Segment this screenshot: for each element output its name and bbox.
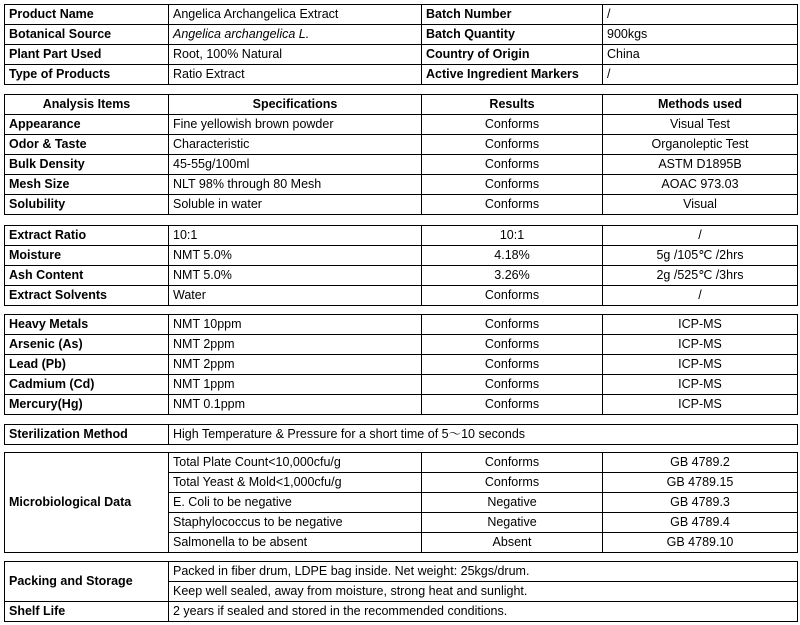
info-value: 900kgs xyxy=(603,25,798,45)
info-value: / xyxy=(603,5,798,25)
shelf-life-value: 2 years if sealed and stored in the recommended conditions. xyxy=(169,602,798,622)
info-row xyxy=(5,65,798,85)
table-row xyxy=(5,135,798,155)
item-spec: NMT 2ppm xyxy=(169,335,422,355)
item-name: Heavy Metals xyxy=(5,315,169,335)
item-method: Visual xyxy=(603,195,798,215)
item-method: Visual Test xyxy=(603,115,798,135)
item-result: Absent xyxy=(422,533,603,553)
info-label: Plant Part Used xyxy=(5,45,169,65)
info-label: Batch Quantity xyxy=(422,25,603,45)
item-method: GB 4789.3 xyxy=(603,493,798,513)
item-name: Moisture xyxy=(5,246,169,266)
item-result: Conforms xyxy=(422,175,603,195)
table-row xyxy=(5,375,798,395)
item-spec: Fine yellowish brown powder xyxy=(169,115,422,135)
analysis-header-row xyxy=(5,95,798,115)
packing-line-1: Packed in fiber drum, LDPE bag inside. Net weight: 25kgs/drum. xyxy=(169,562,798,582)
micro-label: Microbiological Data xyxy=(5,453,169,553)
table-row xyxy=(5,226,798,246)
info-value: Ratio Extract xyxy=(169,65,422,85)
packing-line-2: Keep well sealed, away from moisture, strong heat and sunlight. xyxy=(169,582,798,602)
header-specifications: Specifications xyxy=(169,95,422,115)
table-row xyxy=(5,425,798,445)
item-result: Conforms xyxy=(422,395,603,415)
item-result: Conforms xyxy=(422,453,603,473)
item-method: ICP-MS xyxy=(603,315,798,335)
item-name: Extract Ratio xyxy=(5,226,169,246)
table-row xyxy=(5,155,798,175)
info-label: Country of Origin xyxy=(422,45,603,65)
sterilization-value: High Temperature & Pressure for a short time of 5～10 seconds xyxy=(169,425,798,445)
item-result: Conforms xyxy=(422,335,603,355)
info-label: Botanical Source xyxy=(5,25,169,45)
item-name: Odor & Taste xyxy=(5,135,169,155)
header-analysis-items: Analysis Items xyxy=(5,95,169,115)
info-value: Angelica archangelica L. xyxy=(169,25,422,45)
item-spec: NMT 1ppm xyxy=(169,375,422,395)
item-spec: NLT 98% through 80 Mesh xyxy=(169,175,422,195)
item-method: / xyxy=(603,286,798,306)
table-row xyxy=(5,335,798,355)
packing-label: Packing and Storage xyxy=(5,562,169,602)
info-label: Product Name xyxy=(5,5,169,25)
table-row xyxy=(5,453,798,473)
packing-table xyxy=(4,561,798,622)
item-name: Mesh Size xyxy=(5,175,169,195)
item-result: Conforms xyxy=(422,286,603,306)
item-spec: NMT 10ppm xyxy=(169,315,422,335)
info-label: Batch Number xyxy=(422,5,603,25)
item-method: GB 4789.10 xyxy=(603,533,798,553)
item-spec: Characteristic xyxy=(169,135,422,155)
item-spec: Staphylococcus to be negative xyxy=(169,513,422,533)
info-value: Root, 100% Natural xyxy=(169,45,422,65)
item-method: AOAC 973.03 xyxy=(603,175,798,195)
info-value: Angelica Archangelica Extract xyxy=(169,5,422,25)
sterilization-label: Sterilization Method xyxy=(5,425,169,445)
table-row xyxy=(5,195,798,215)
item-method: GB 4789.2 xyxy=(603,453,798,473)
item-method: GB 4789.4 xyxy=(603,513,798,533)
info-value: China xyxy=(603,45,798,65)
item-name: Ash Content xyxy=(5,266,169,286)
item-spec: 45-55g/100ml xyxy=(169,155,422,175)
item-result: Negative xyxy=(422,493,603,513)
item-spec: 10:1 xyxy=(169,226,422,246)
item-method: 2g /525℃ /3hrs xyxy=(603,266,798,286)
item-method: ASTM D1895B xyxy=(603,155,798,175)
info-row xyxy=(5,5,798,25)
item-spec: NMT 5.0% xyxy=(169,266,422,286)
extract-analysis-table xyxy=(4,225,798,306)
table-row xyxy=(5,602,798,622)
item-method: GB 4789.15 xyxy=(603,473,798,493)
item-result: Conforms xyxy=(422,473,603,493)
item-name: Solubility xyxy=(5,195,169,215)
item-result: Conforms xyxy=(422,155,603,175)
item-method: ICP-MS xyxy=(603,355,798,375)
item-name: Extract Solvents xyxy=(5,286,169,306)
table-row xyxy=(5,266,798,286)
table-row xyxy=(5,175,798,195)
shelf-life-label: Shelf Life xyxy=(5,602,169,622)
item-name: Cadmium (Cd) xyxy=(5,375,169,395)
item-result: Conforms xyxy=(422,195,603,215)
info-value: / xyxy=(603,65,798,85)
item-method: 5g /105℃ /2hrs xyxy=(603,246,798,266)
item-result: 10:1 xyxy=(422,226,603,246)
item-result: Negative xyxy=(422,513,603,533)
item-result: Conforms xyxy=(422,355,603,375)
item-spec: Total Yeast & Mold<1,000cfu/g xyxy=(169,473,422,493)
item-spec: E. Coli to be negative xyxy=(169,493,422,513)
item-spec: Total Plate Count<10,000cfu/g xyxy=(169,453,422,473)
item-result: Conforms xyxy=(422,315,603,335)
table-row xyxy=(5,246,798,266)
microbiological-table xyxy=(4,452,798,553)
item-method: Organoleptic Test xyxy=(603,135,798,155)
info-row xyxy=(5,25,798,45)
info-label: Type of Products xyxy=(5,65,169,85)
header-results: Results xyxy=(422,95,603,115)
item-result: Conforms xyxy=(422,115,603,135)
item-spec: Water xyxy=(169,286,422,306)
item-method: ICP-MS xyxy=(603,335,798,355)
sterilization-table xyxy=(4,424,798,445)
table-row xyxy=(5,286,798,306)
item-name: Bulk Density xyxy=(5,155,169,175)
item-spec: NMT 5.0% xyxy=(169,246,422,266)
info-row xyxy=(5,45,798,65)
item-method: ICP-MS xyxy=(603,395,798,415)
item-result: Conforms xyxy=(422,375,603,395)
heavy-metals-table xyxy=(4,314,798,415)
item-result: 4.18% xyxy=(422,246,603,266)
item-name: Appearance xyxy=(5,115,169,135)
product-info-table xyxy=(4,4,798,85)
table-row xyxy=(5,115,798,135)
item-spec: Soluble in water xyxy=(169,195,422,215)
table-row xyxy=(5,355,798,375)
table-row xyxy=(5,315,798,335)
item-name: Lead (Pb) xyxy=(5,355,169,375)
item-result: 3.26% xyxy=(422,266,603,286)
item-method: ICP-MS xyxy=(603,375,798,395)
header-methods: Methods used xyxy=(603,95,798,115)
table-row xyxy=(5,395,798,415)
physical-analysis-table xyxy=(4,94,798,215)
item-method: / xyxy=(603,226,798,246)
info-label: Active Ingredient Markers xyxy=(422,65,603,85)
item-result: Conforms xyxy=(422,135,603,155)
item-spec: NMT 2ppm xyxy=(169,355,422,375)
item-spec: NMT 0.1ppm xyxy=(169,395,422,415)
item-name: Mercury(Hg) xyxy=(5,395,169,415)
item-spec: Salmonella to be absent xyxy=(169,533,422,553)
table-row xyxy=(5,562,798,582)
item-name: Arsenic (As) xyxy=(5,335,169,355)
